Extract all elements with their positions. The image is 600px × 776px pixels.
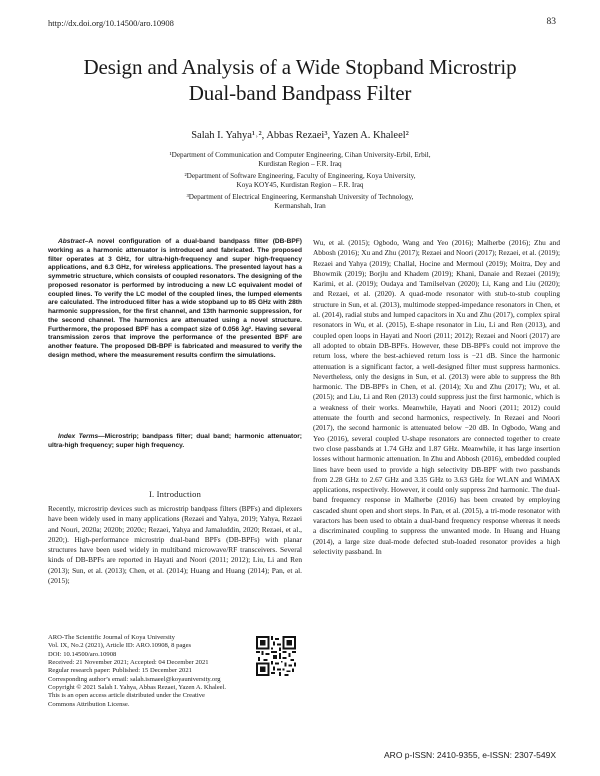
affiliation-line: Kurdistan Region – F.R. Iraq — [258, 160, 342, 168]
doi-link[interactable]: http://dx.doi.org/10.14500/aro.10908 — [48, 18, 174, 28]
article-info-text — [48, 634, 248, 709]
footer-line: This is an open access article distributed under the Creative — [48, 692, 205, 700]
abstract — [48, 238, 302, 361]
issn-line: ARO p-ISSN: 2410-9355, e-ISSN: 2307-549X — [384, 750, 556, 760]
footer-line: Commons Attribution License. — [48, 700, 130, 708]
paper-title-line-2: Dual-band Bandpass Filter — [188, 81, 412, 105]
index-terms — [48, 433, 302, 451]
index-terms-text: —Microstrip; bandpass filter; dual band; harmonic attenuator; ultra-high frequency; super high frequency. — [48, 433, 302, 449]
footer-line: Regular research paper: Published: 15 December 2021 — [48, 667, 192, 675]
abstract-label: Abstract — [58, 238, 85, 245]
abstract-text: –A novel configuration of a dual-band bandpass filter (DB-BPF) working as a harmonic attenuator is introduced and fabricated. The proposed filter operates at 3 GHz, for ultra-high-frequency and super high-frequency applications, and 6.3 GHz, for wireless applications. The presented layout has a symmetric structure, which consists of coupled resonators. The designing of the proposed resonator is performed by introducing a new LC equivalent model of coupled lines. To verify the LC model of the coupled lines, the lumped elements are calculated. The introduced filter has a wide stopband up to 85 GHz with 28th harmonic suppression, for the first channel, and 13th harmonic suppression, for the second channel. The harmonics are attenuated using a novel structure. Furthermore, the proposed BPF has a compact size of 0.056 λg². Having several transmission zeros that improve the performance of the presented BPF are another feature. The proposed DB-BPF is fabricated and measured to verify the design method, where the measurement results confirm the simulations. — [48, 238, 302, 359]
section-heading-introduction: I. Introduction — [148, 489, 202, 499]
affiliation-line: Kermanshah, Iran — [274, 202, 326, 210]
article-info-footer — [48, 634, 302, 742]
affiliation-2 — [60, 172, 540, 190]
affiliation-line: ¹Department of Communication and Computer Engineering, Cihan University-Erbil, Erbil, — [169, 151, 431, 159]
affiliation-line: ³Department of Electrical Engineering, Kermanshah University of Technology, — [186, 193, 414, 201]
paper-title-line-1: Design and Analysis of a Wide Stopband Microstrip — [83, 55, 517, 79]
paper-title — [30, 54, 570, 106]
introduction-text: Recently, microstrip devices such as microstrip bandpass filters (BPFs) and diplexers have been widely used in many applications (Rezaei and Yahya, 2019; Yahya, Rezaei and Nouri, 2020a; 2020b; 2020c; Rezaei, Yahya and Jamaluddin, 2020; Rezaei, et al., 2020;). High-performance microstrip dual-band BPFs (DB-BPFs) with planar structures have been used widely in multiband microwave/RF transceivers. Several kinds of DB-BPFs are reported in Hayati and Noori (2011; 2012); Liu, Li and Ren (2013); Sun, et al. (2013); Chen, et al. (2014); Huang and Huang (2014); Pan, et al. (2015); — [48, 504, 302, 586]
affiliation-3 — [60, 193, 540, 211]
author-list: Salah I. Yahya¹˒², Abbas Rezaei³, Yazen A. Khaleel² — [191, 130, 409, 141]
footer-line: Vol. IX, No.2 (2021), Article ID: ARO.10908, 8 pages — [48, 642, 192, 650]
affiliation-line: ²Department of Software Engineering, Faculty of Engineering, Koya University, — [184, 172, 416, 180]
affiliations — [60, 151, 540, 214]
affiliation-1 — [60, 151, 540, 169]
footer-line: Received: 21 November 2021; Accepted: 04 December 2021 — [48, 659, 209, 667]
footer-line: Corresponding author’s email: salah.ismaeel@koyauniversity.org — [48, 675, 221, 683]
footer-line: DOI: 10.14500/aro.10908 — [48, 650, 117, 658]
footer-line: ARO-The Scientific Journal of Koya University — [48, 634, 175, 641]
index-terms-label: Index Terms — [58, 433, 99, 440]
footer-line: Copyright © 2021 Salah I. Yahya, Abbas Rezaei, Yazen A. Khaleel. — [48, 684, 227, 692]
right-column-text: Wu, et al. (2015); Ogbodo, Wang and Yeo (2016); Malherbe (2016); Zhu and Abbosh (2016); Xu and Zhu (2017); Rezaei and Noori (2017); Rezaei, et al. (2019); Rezaei and Yahya (2019); Challal, Hocine and Mermoul (2019); Moitra, Dey and Bhowmik (2019); Borjlu and Khadem (2019); Khani, Danaie and Rezaei (2019); Karimi, et al. (2019); Oudaya and Tamilselvan (2020); Li, Kang and Liu (2020); and Rezaei, et al. (2020). A quad-mode resonator with stub-to-stub coupling structure in Sun, et al. (2013), multimode stepped-impedance resonators in Chen, et al. (2014), radial stubs and lumped capacitors in Xu and Zhu (2017), complex spiral resonators in Wu, et al. (2015), E-shape resonator in Liu, Li and Ren (2013), and coupled open loops in Hayati and Noori (2011; 2012); Rezaei and Noori (2017) are all adopted to obtain DB-BPFs. However, these DB-BPFs could not improve the return loss, where the best-achieved return loss is −21 dB. Since the harmonic attenuation is a significant factor, a well-designed filter must suppress harmonics. Nevertheless, only the designs in Sun, et al. (2013) were able to suppress the 8th harmonic. The DB-BPFs in Chen, et al. (2014); Xu and Zhu (2017); Wu, et al. (2015); and Liu, Li and Ren (2013) could suppress just the first harmonic, which is a weakness of their works. Meanwhile, Hayati and Noori (2011; 2012) could attenuate the fourth and second harmonics, respectively. In Rezaei and Noori (2017), the second harmonic is attenuated below −20 dB. In Ogbodo, Wang and Yeo (2016), several coupled U-shape resonators are connected together to create two close passbands at 1.74 GHz and 1.87 GHz. Meanwhile, it has large insertion losses without harmonic attenuation. In Zhu and Abbosh (2016), embedded coupled lines have been used to provide a high selectivity DB-BPF with two passbands from 2.28 GHz to 2.67 GHz and 3.35 GHz to 3.63 GHz for WLAN and WiMAX applications, respectively. However, it could only suppress 2nd harmonic. The dual-band frequency response in Malherbe (2016) has been created by employing cascaded shunt open and short steps. In Pan, et al. (2015), a tri-mode resonator with varactors has been used to obtain a dual-band frequency response whereas it needs a discriminated coupling to suppress the unwanted mode. In Huang and Huang (2014), a large size dual-mode defected stub-loaded resonator provides a high selectivity passband. In — [313, 238, 560, 556]
page-number: 83 — [546, 17, 556, 27]
qr-code-icon — [256, 636, 296, 676]
affiliation-line: Koya KOY45, Kurdistan Region – F.R. Iraq — [236, 181, 364, 189]
